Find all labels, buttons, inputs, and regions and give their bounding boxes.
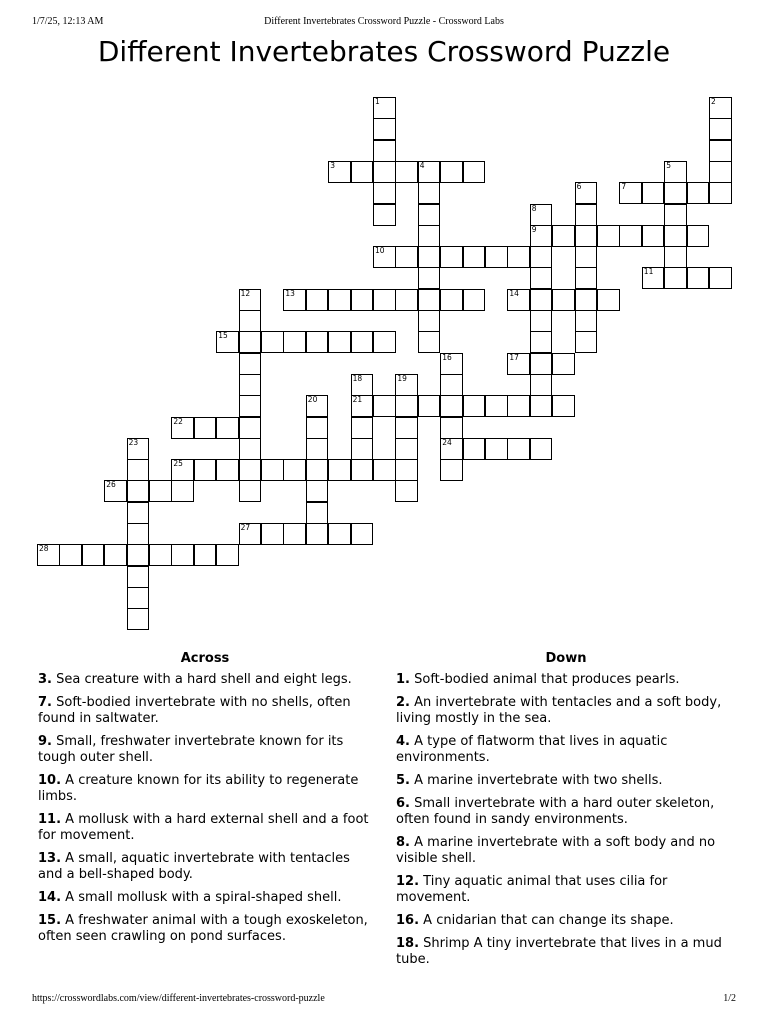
crossword-cell[interactable]: [552, 395, 575, 417]
crossword-cell[interactable]: [440, 417, 463, 439]
crossword-cell[interactable]: [194, 417, 217, 439]
crossword-cell[interactable]: [395, 480, 418, 502]
cell-number: 1: [375, 97, 380, 106]
crossword-cell[interactable]: [709, 267, 732, 289]
crossword-cell[interactable]: [239, 459, 262, 481]
cell-number: 3: [330, 160, 335, 170]
crossword-cell[interactable]: [328, 459, 351, 481]
cell-number: 7: [621, 182, 627, 192]
crossword-cell[interactable]: [575, 331, 598, 353]
crossword-cell[interactable]: [552, 353, 575, 375]
crossword-cell[interactable]: [306, 331, 329, 353]
crossword-cell[interactable]: [104, 480, 127, 502]
crossword-cell[interactable]: [239, 289, 262, 311]
crossword-cell[interactable]: [418, 161, 441, 183]
crossword-cell[interactable]: [373, 395, 396, 417]
crossword-cell[interactable]: [283, 459, 306, 481]
crossword-cell[interactable]: [239, 480, 262, 502]
across-heading: Across: [180, 651, 230, 666]
cell-number: 21: [352, 395, 363, 405]
clue-text: A small, aquatic invertebrate with tentacles and a bell-shaped body.: [38, 851, 350, 882]
crossword-cell[interactable]: [373, 331, 396, 353]
clue-text: A mollusk with a hard external shell and a foot for movement.: [38, 812, 369, 843]
clue-across-15: [38, 913, 372, 945]
clue-down-8: [396, 835, 736, 867]
crossword-cell[interactable]: [530, 353, 553, 375]
clue-across-11: [38, 812, 372, 844]
crossword-cell[interactable]: [530, 374, 553, 396]
crossword-cell[interactable]: [239, 374, 262, 396]
crossword-cell[interactable]: [306, 417, 329, 439]
crossword-cell[interactable]: [440, 395, 463, 417]
crossword-cell[interactable]: [171, 417, 194, 439]
crossword-cell[interactable]: [373, 118, 396, 140]
crossword-cell[interactable]: [642, 182, 665, 204]
crossword-cell[interactable]: [194, 544, 217, 566]
clue-number: 10.: [38, 773, 62, 788]
cell-number: 15: [218, 331, 228, 341]
cell-number: 27: [240, 523, 251, 532]
crossword-cell[interactable]: [687, 267, 710, 289]
crossword-cell[interactable]: [328, 523, 351, 545]
crossword-cell[interactable]: [283, 331, 306, 353]
cell-number: 9: [531, 224, 537, 234]
clue-number: 2.: [396, 695, 410, 710]
crossword-cell[interactable]: [127, 608, 150, 630]
crossword-cell[interactable]: [687, 182, 710, 204]
crossword-cell[interactable]: [619, 182, 642, 204]
crossword-cell[interactable]: [575, 246, 598, 268]
crossword-cell[interactable]: [373, 289, 396, 311]
crossword-cell[interactable]: [709, 140, 732, 162]
cell-number: 4: [419, 160, 425, 170]
clue-text: Shrimp A tiny invertebrate that lives in a mud tube.: [396, 936, 722, 967]
clue-text: Sea creature with a hard shell and eight legs.: [56, 672, 352, 687]
cell-number: 17: [509, 352, 519, 362]
crossword-cell[interactable]: [440, 161, 463, 183]
clue-across-14: [38, 890, 372, 906]
cell-number: 19: [397, 373, 407, 383]
cell-number: 25: [173, 459, 183, 469]
crossword-cell[interactable]: [440, 353, 463, 375]
clue-across-10: [38, 773, 372, 805]
crossword-cell[interactable]: [373, 182, 396, 204]
crossword-cell[interactable]: [463, 289, 486, 311]
crossword-cell[interactable]: [306, 459, 329, 481]
crossword-cell[interactable]: [351, 459, 374, 481]
crossword-cell[interactable]: [261, 459, 284, 481]
across-clues: [38, 651, 372, 952]
clue-number: 7.: [38, 695, 52, 710]
cell-number: 23: [128, 437, 139, 447]
crossword-cell[interactable]: [373, 204, 396, 226]
crossword-cell[interactable]: [530, 246, 553, 268]
cell-number: 12: [240, 288, 251, 298]
clue-text: Small invertebrate with a hard outer skeleton, often found in sandy environments.: [396, 796, 715, 827]
clue-text: A cnidarian that can change its shape.: [423, 913, 674, 928]
clue-down-16: [396, 913, 736, 929]
crossword-cell[interactable]: [351, 331, 374, 353]
clue-text: Small, freshwater invertebrate known for its tough outer shell.: [38, 734, 344, 765]
clue-number: 6.: [396, 796, 410, 811]
crossword-cell[interactable]: [127, 587, 150, 609]
clue-number: 16.: [396, 913, 420, 928]
clue-text: Soft-bodied animal that produces pearls.: [414, 672, 680, 687]
crossword-cell[interactable]: [507, 246, 530, 268]
crossword-cell[interactable]: [530, 310, 553, 332]
crossword-cell[interactable]: [127, 459, 150, 481]
crossword-cell[interactable]: [283, 523, 306, 545]
clue-number: 12.: [396, 874, 420, 889]
crossword-cell[interactable]: [216, 417, 239, 439]
crossword-cell[interactable]: [328, 289, 351, 311]
clue-text: Soft-bodied invertebrate with no shells, often found in saltwater.: [38, 695, 351, 726]
crossword-cell[interactable]: [216, 331, 239, 353]
crossword-cell[interactable]: [127, 480, 150, 502]
clue-text: A marine invertebrate with two shells.: [414, 773, 663, 788]
crossword-cell[interactable]: [373, 459, 396, 481]
crossword-cell[interactable]: [575, 182, 598, 204]
crossword-cell[interactable]: [507, 353, 530, 375]
crossword-cell[interactable]: [328, 161, 351, 183]
crossword-cell[interactable]: [440, 289, 463, 311]
crossword-cell[interactable]: [507, 289, 530, 311]
crossword-cell[interactable]: [463, 395, 486, 417]
cell-number: 28: [39, 544, 49, 554]
crossword-cell[interactable]: [171, 544, 194, 566]
crossword-cell[interactable]: [149, 544, 172, 566]
crossword-cell[interactable]: [530, 267, 553, 289]
print-footer: [32, 993, 736, 1007]
down-heading: Down: [545, 651, 587, 666]
clue-down-1: [396, 672, 736, 688]
crossword-cell[interactable]: [418, 204, 441, 226]
crossword-cell[interactable]: [328, 331, 351, 353]
crossword-cell[interactable]: [485, 395, 508, 417]
crossword-cell[interactable]: [575, 310, 598, 332]
crossword-cell[interactable]: [239, 438, 262, 460]
clue-number: 14.: [38, 890, 62, 905]
crossword-cell[interactable]: [530, 204, 553, 226]
print-url: https://crosswordlabs.com/view/different-invertebrates-crossword-puzzle: [32, 993, 325, 1004]
crossword-cell[interactable]: [709, 97, 732, 119]
cell-number: 26: [106, 480, 116, 490]
crossword-cell[interactable]: [395, 246, 418, 268]
crossword-cell[interactable]: [642, 225, 665, 247]
crossword-cell[interactable]: [127, 438, 150, 460]
crossword-cell[interactable]: [351, 438, 374, 460]
print-page-title: Different Invertebrates Crossword Puzzle - Crossword Labs: [264, 16, 504, 27]
crossword-cell[interactable]: [306, 523, 329, 545]
crossword-cell[interactable]: [597, 289, 620, 311]
crossword-cell[interactable]: [239, 395, 262, 417]
crossword-cell[interactable]: [283, 289, 306, 311]
crossword-cell[interactable]: [395, 374, 418, 396]
crossword-cell[interactable]: [306, 438, 329, 460]
clue-across-3: [38, 672, 372, 688]
crossword-cell[interactable]: [664, 246, 687, 268]
crossword-cell[interactable]: [709, 182, 732, 204]
crossword-cell[interactable]: [530, 395, 553, 417]
crossword-cell[interactable]: [127, 523, 150, 545]
crossword-cell[interactable]: [395, 459, 418, 481]
crossword-cell[interactable]: [171, 459, 194, 481]
clue-number: 4.: [396, 734, 410, 749]
cell-number: 6: [576, 182, 582, 192]
crossword-cell[interactable]: [418, 267, 441, 289]
clue-text: A creature known for its ability to regenerate limbs.: [38, 773, 359, 804]
clue-number: 1.: [396, 672, 410, 687]
clue-number: 9.: [38, 734, 52, 749]
clue-number: 5.: [396, 773, 410, 788]
crossword-cell[interactable]: [440, 459, 463, 481]
crossword-cell[interactable]: [104, 544, 127, 566]
crossword-cell[interactable]: [440, 438, 463, 460]
crossword-cell[interactable]: [306, 289, 329, 311]
clue-number: 18.: [396, 936, 420, 951]
clue-text: A small mollusk with a spiral-shaped shell.: [65, 890, 342, 905]
crossword-cell[interactable]: [306, 502, 329, 524]
crossword-cell[interactable]: [463, 246, 486, 268]
crossword-cell[interactable]: [575, 225, 598, 247]
crossword-cell[interactable]: [530, 289, 553, 311]
crossword-cell[interactable]: [552, 225, 575, 247]
crossword-cell[interactable]: [418, 331, 441, 353]
clue-down-2: [396, 695, 736, 727]
crossword-cell[interactable]: [306, 395, 329, 417]
crossword-cell[interactable]: [395, 417, 418, 439]
crossword-cell[interactable]: [373, 140, 396, 162]
crossword-cell[interactable]: [418, 225, 441, 247]
clue-number: 15.: [38, 913, 62, 928]
clue-across-13: [38, 851, 372, 883]
cell-number: 22: [173, 416, 183, 426]
crossword-cell[interactable]: [485, 438, 508, 460]
clue-across-9: [38, 734, 372, 766]
crossword-cell[interactable]: [575, 204, 598, 226]
cell-number: 5: [666, 160, 671, 170]
print-page-number: 1/2: [723, 993, 736, 1004]
crossword-cell[interactable]: [530, 331, 553, 353]
crossword-cell[interactable]: [664, 182, 687, 204]
crossword-cell[interactable]: [59, 544, 82, 566]
crossword-cell[interactable]: [351, 395, 374, 417]
crossword-cell[interactable]: [239, 417, 262, 439]
page-title: Different Invertebrates Crossword Puzzle: [97, 35, 671, 68]
clue-text: An invertebrate with tentacles and a soft body, living mostly in the sea.: [396, 695, 722, 726]
crossword-cell[interactable]: [373, 161, 396, 183]
cell-number: 18: [352, 373, 363, 383]
clue-text: A marine invertebrate with a soft body and no visible shell.: [396, 835, 716, 866]
crossword-cell[interactable]: [395, 289, 418, 311]
crossword-cell[interactable]: [664, 161, 687, 183]
crossword-cell[interactable]: [687, 225, 710, 247]
crossword-cell[interactable]: [440, 374, 463, 396]
crossword-cell[interactable]: [418, 310, 441, 332]
clue-text: A freshwater animal with a tough exoskeleton, often seen crawling on pond surfaces.: [38, 913, 368, 944]
clue-number: 11.: [38, 812, 62, 827]
crossword-cell[interactable]: [261, 523, 284, 545]
crossword-cell[interactable]: [239, 523, 262, 545]
crossword-cell[interactable]: [239, 331, 262, 353]
crossword-cell[interactable]: [239, 310, 262, 332]
crossword-cell[interactable]: [507, 438, 530, 460]
crossword-cell[interactable]: [507, 395, 530, 417]
clue-number: 3.: [38, 672, 52, 687]
crossword-cell[interactable]: [664, 204, 687, 226]
cell-number: 8: [531, 203, 537, 213]
crossword-cell[interactable]: [395, 395, 418, 417]
crossword-cell[interactable]: [418, 395, 441, 417]
crossword-cell[interactable]: [395, 438, 418, 460]
crossword-cell[interactable]: [351, 417, 374, 439]
crossword-cell[interactable]: [306, 480, 329, 502]
crossword-cell[interactable]: [373, 246, 396, 268]
crossword-cell[interactable]: [239, 353, 262, 375]
cell-number: 20: [307, 395, 318, 405]
cell-number: 16: [442, 352, 452, 362]
crossword-cell[interactable]: [418, 289, 441, 311]
crossword-cell[interactable]: [149, 480, 172, 502]
crossword-cell[interactable]: [575, 289, 598, 311]
clue-number: 8.: [396, 835, 410, 850]
cell-number: 11: [643, 267, 654, 277]
clue-down-6: [396, 796, 736, 828]
crossword-cell[interactable]: [171, 480, 194, 502]
crossword-cell[interactable]: [351, 289, 374, 311]
crossword-cell[interactable]: [194, 459, 217, 481]
crossword-cell[interactable]: [463, 438, 486, 460]
crossword-cell[interactable]: [351, 374, 374, 396]
crossword-cell[interactable]: [216, 459, 239, 481]
crossword-cell[interactable]: [37, 544, 60, 566]
clue-text: Tiny aquatic animal that uses cilia for movement.: [396, 874, 668, 905]
cell-number: 2: [711, 97, 716, 106]
crossword-cell[interactable]: [351, 523, 374, 545]
clue-down-18: [396, 936, 736, 968]
crossword-cell[interactable]: [351, 161, 374, 183]
down-clues: [396, 651, 736, 975]
crossword-cell[interactable]: [709, 161, 732, 183]
crossword-cell[interactable]: [530, 438, 553, 460]
crossword-cell[interactable]: [440, 246, 463, 268]
crossword-cell[interactable]: [82, 544, 105, 566]
clue-down-12: [396, 874, 736, 906]
crossword-cell[interactable]: [664, 267, 687, 289]
clue-down-5: [396, 773, 736, 789]
crossword-cell[interactable]: [597, 225, 620, 247]
crossword-cell[interactable]: [127, 502, 150, 524]
crossword-cell[interactable]: [127, 544, 150, 566]
clue-down-4: [396, 734, 736, 766]
crossword-cell[interactable]: [216, 544, 239, 566]
crossword-cell[interactable]: [418, 182, 441, 204]
crossword-cell[interactable]: [664, 225, 687, 247]
crossword-cell[interactable]: [127, 566, 150, 588]
crossword-cell[interactable]: [373, 97, 396, 119]
cell-number: 14: [509, 288, 519, 298]
cell-number: 13: [285, 288, 295, 298]
print-datetime: 1/7/25, 12:13 AM: [32, 16, 104, 27]
clue-text: A type of flatworm that lives in aquatic environments.: [396, 734, 668, 765]
crossword-cell[interactable]: [530, 225, 553, 247]
crossword-cell[interactable]: [485, 246, 508, 268]
cell-number: 10: [375, 246, 385, 256]
crossword-cell[interactable]: [552, 289, 575, 311]
clue-across-7: [38, 695, 372, 727]
crossword-cell[interactable]: [575, 267, 598, 289]
clue-number: 13.: [38, 851, 62, 866]
crossword-cell[interactable]: [642, 267, 665, 289]
crossword-cell[interactable]: [709, 118, 732, 140]
cell-number: 24: [442, 437, 452, 447]
crossword-cell[interactable]: [619, 225, 642, 247]
crossword-cell[interactable]: [395, 161, 418, 183]
crossword-cell[interactable]: [463, 161, 486, 183]
crossword-cell[interactable]: [418, 246, 441, 268]
crossword-cell[interactable]: [261, 331, 284, 353]
